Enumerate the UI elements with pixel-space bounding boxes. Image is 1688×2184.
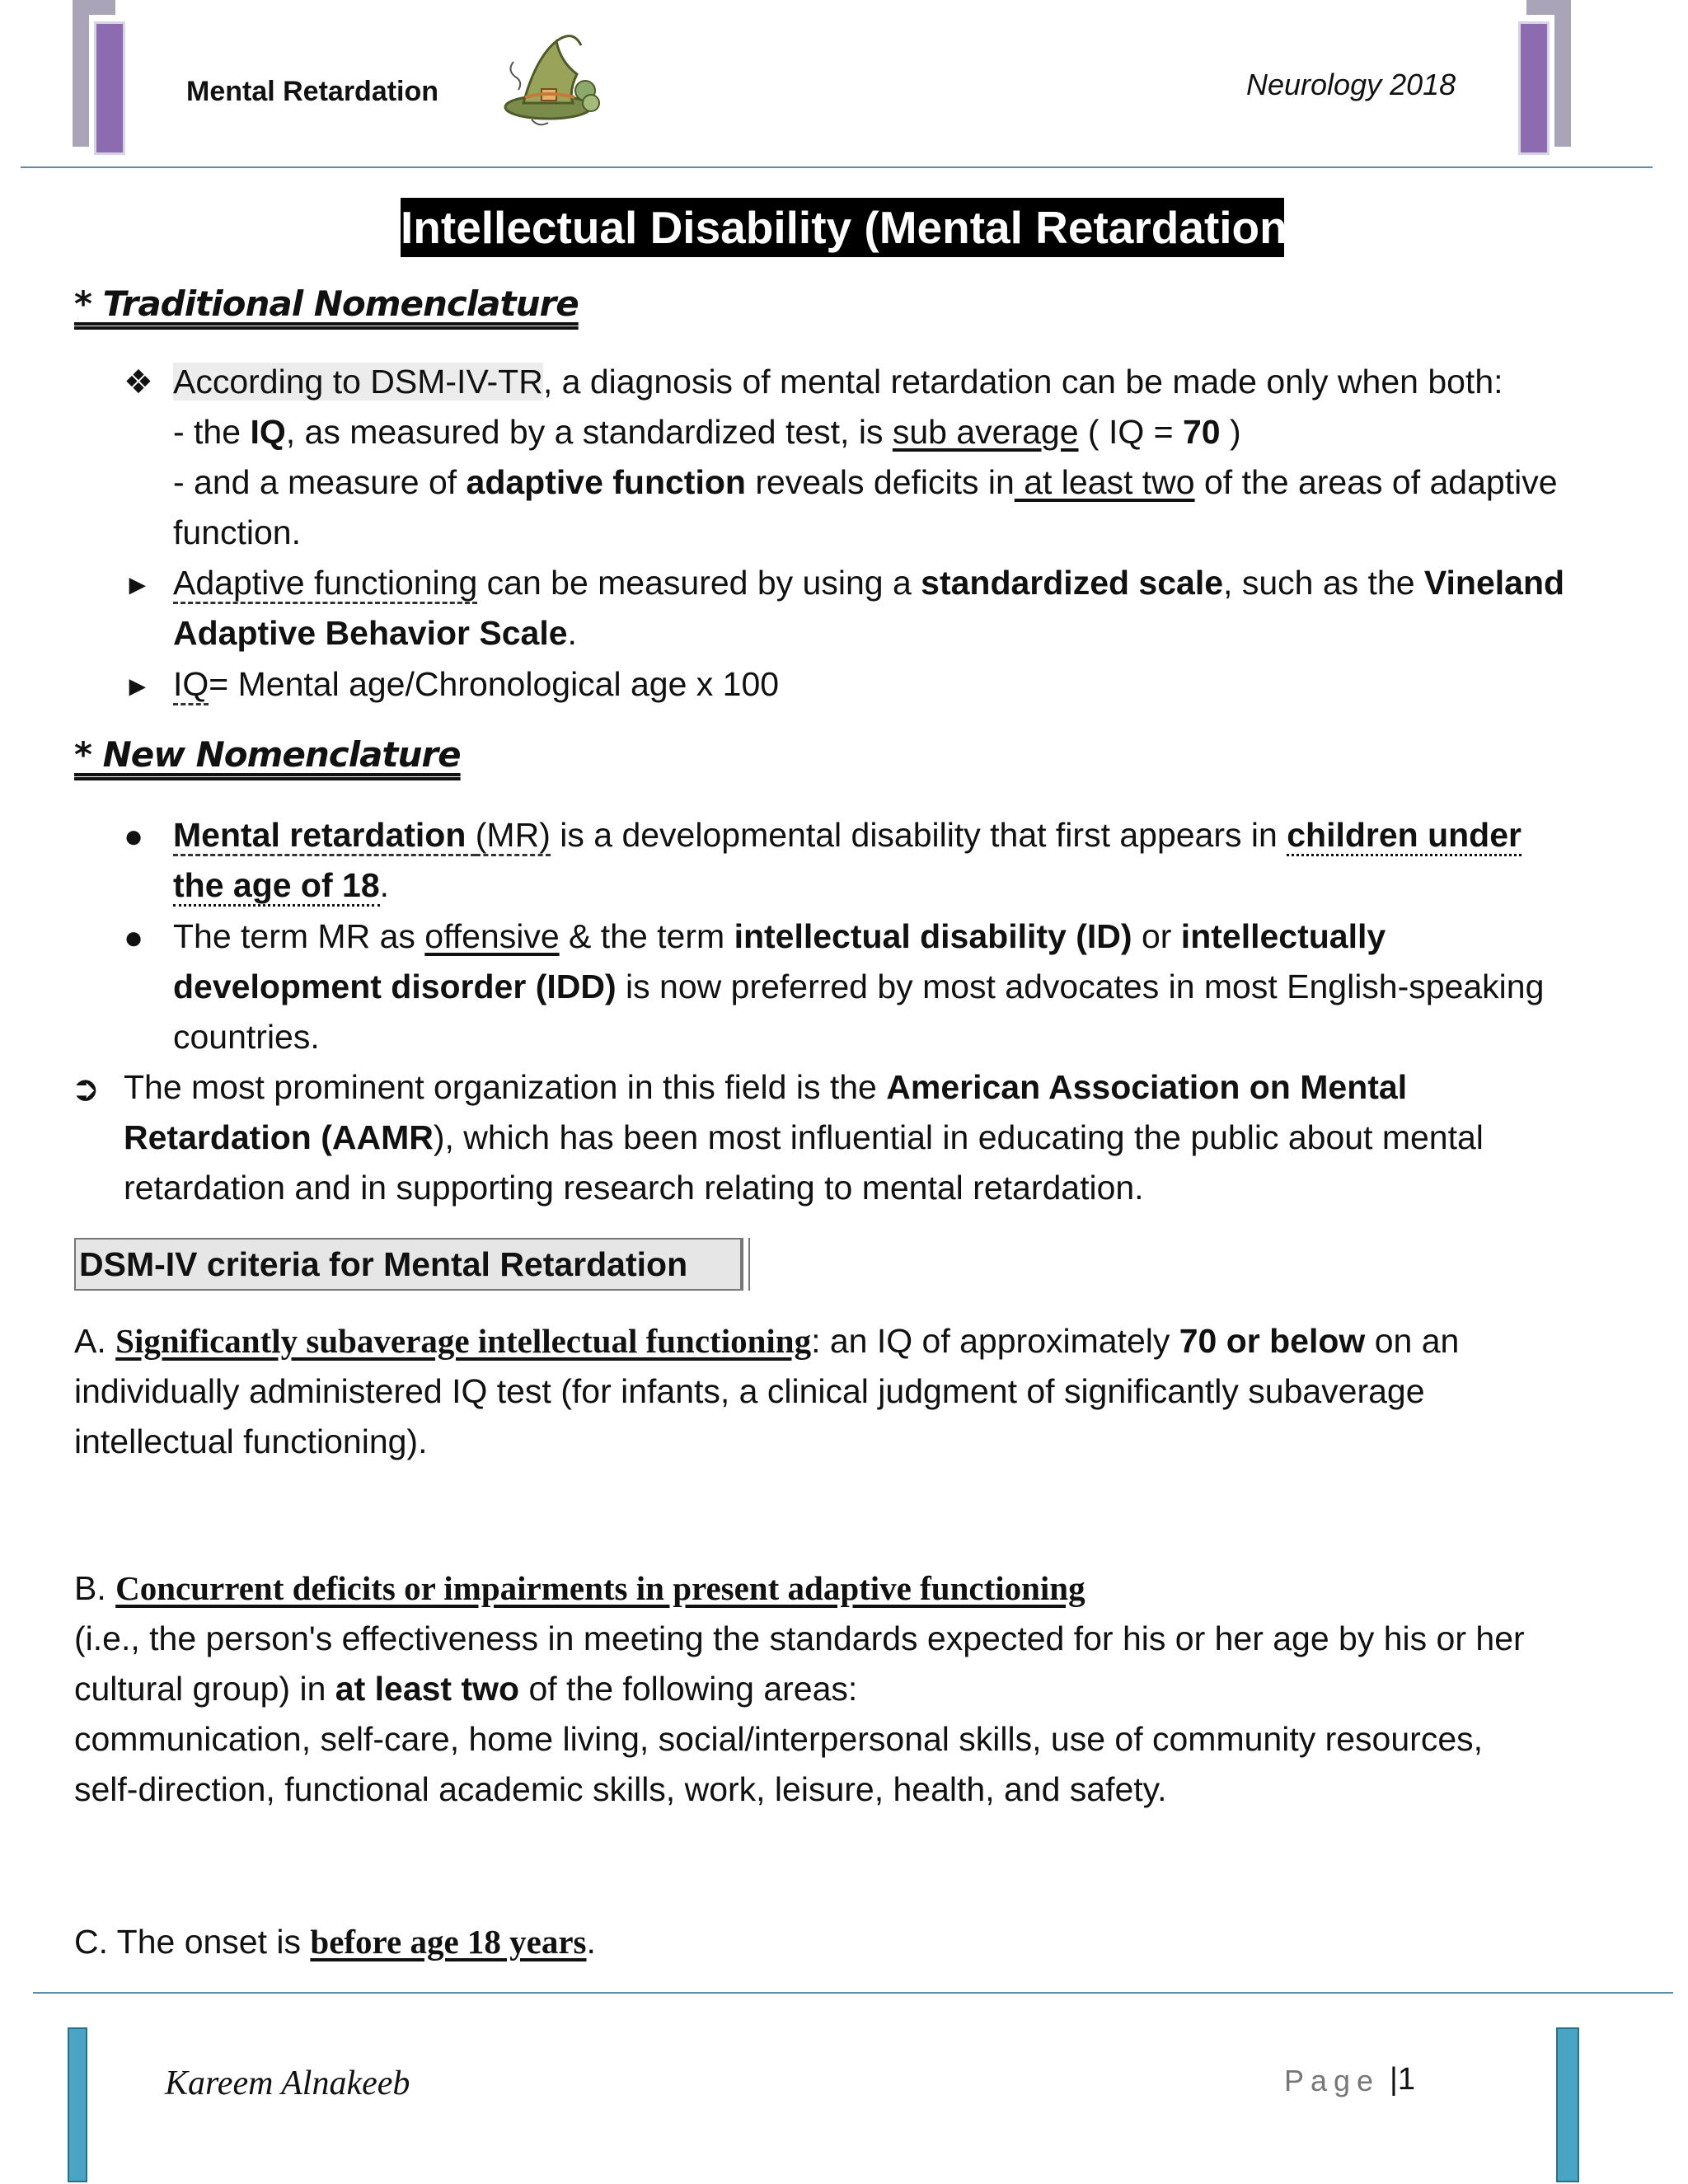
- criteria-a-line-1: A. Significantly subaverage intellectual functioning: an IQ of approximately 70 or below on an: [74, 1322, 1460, 1360]
- page-label: Page: [1284, 2064, 1381, 2097]
- header-right-bar-purple: [1518, 21, 1550, 155]
- new-item-1-line-2: the age of 18.: [173, 860, 389, 911]
- traditional-item-2-line-1: Adaptive functioning can be measured by using a standardized scale, such as the Vineland: [173, 558, 1564, 608]
- traditional-item-1-line-1: According to DSM-IV-TR, a diagnosis of mental retardation can be made only when both:: [173, 363, 1503, 401]
- new-heading: * New Nomenclature: [74, 734, 461, 775]
- criteria-b-line-3: cultural group) in at least two of the following areas:: [74, 1670, 858, 1708]
- criteria-b-line-2: (i.e., the person's effectiveness in meeting the standards expected for his or her age by his or her: [74, 1619, 1525, 1657]
- header-course: Neurology 2018: [1246, 68, 1456, 101]
- header-title: Mental Retardation: [186, 76, 439, 107]
- new-item-3-line-2: Retardation (AAMR), which has been most influential in educating the public about mental: [124, 1118, 1484, 1156]
- dsm-iv-tr-highlight: According to DSM-IV-TR: [173, 363, 543, 401]
- criteria-heading: DSM-IV criteria for Mental Retardation: [74, 1238, 742, 1291]
- footer-right-bar: [1556, 2027, 1579, 2182]
- new-item-3-line-3: retardation and in supporting research relating to mental retardation.: [124, 1169, 1144, 1207]
- footer-rule: [33, 1992, 1673, 1994]
- wizard-hat-icon: [499, 25, 606, 132]
- traditional-item-2-line-2: Adaptive Behavior Scale.: [173, 614, 577, 652]
- triangle-bullet-icon: ►: [124, 569, 152, 601]
- header-rule: [21, 166, 1653, 168]
- footer-author: Kareem Alnakeeb: [165, 2064, 410, 2102]
- traditional-item-1-line-2: - the IQ, as measured by a standardized test, is sub average ( IQ = 70 ): [173, 413, 1241, 451]
- criteria-b-line-5: self-direction, functional academic skills, work, leisure, health, and safety.: [74, 1770, 1167, 1808]
- traditional-item-3: IQ= Mental age/Chronological age x 100: [173, 659, 779, 710]
- new-item-2-line-1: The term MR as offensive & the term intellectual disability (ID) or intellectually: [173, 917, 1386, 955]
- new-item-1-line-1: Mental retardation (MR) is a developmental disability that first appears in children under: [173, 810, 1522, 860]
- page-title: Intellectual Disability (Mental Retardation): [401, 198, 1284, 257]
- criteria-b-line-4: communication, self-care, home living, social/interpersonal skills, use of community resources,: [74, 1720, 1484, 1758]
- diamond-bullet-icon: ❖: [124, 364, 153, 401]
- page-number: |1: [1390, 2062, 1416, 2097]
- new-item-3-line-1: The most prominent organization in this field is the American Association on Mental: [124, 1068, 1408, 1106]
- criteria-a-line-2: individually administered IQ test (for infants, a clinical judgment of significantly subaverage: [74, 1372, 1425, 1410]
- header-left-bar-gray: [73, 0, 89, 147]
- header-left-bar-purple: [94, 21, 125, 155]
- header-right-bar-gray: [1554, 0, 1571, 147]
- criteria-b-line-1: B. Concurrent deficits or impairments in present adaptive functioning: [74, 1569, 1085, 1607]
- new-item-2-line-2: development disorder (IDD) is now preferred by most advocates in most English-speaking: [173, 968, 1545, 1005]
- criteria-c: C. The onset is before age 18 years.: [74, 1923, 596, 1961]
- header-left-bar-gray-top: [73, 0, 115, 15]
- arrow-right-circle-icon: ➲: [71, 1069, 101, 1108]
- round-bullet-icon: ●: [124, 818, 144, 855]
- criteria-a-line-3: intellectual functioning).: [74, 1422, 428, 1460]
- traditional-heading: * Traditional Nomenclature: [74, 284, 579, 324]
- header-right-bar-gray-top: [1526, 0, 1571, 15]
- footer-left-bar: [68, 2027, 87, 2182]
- round-bullet-icon: ●: [124, 920, 144, 956]
- traditional-item-1-line-4: function.: [173, 513, 301, 551]
- traditional-item-1-line-3: - and a measure of adaptive function reveals deficits in at least two of the areas of adaptive: [173, 463, 1558, 501]
- triangle-bullet-icon: ►: [124, 671, 152, 702]
- new-item-2-line-3: countries.: [173, 1018, 320, 1056]
